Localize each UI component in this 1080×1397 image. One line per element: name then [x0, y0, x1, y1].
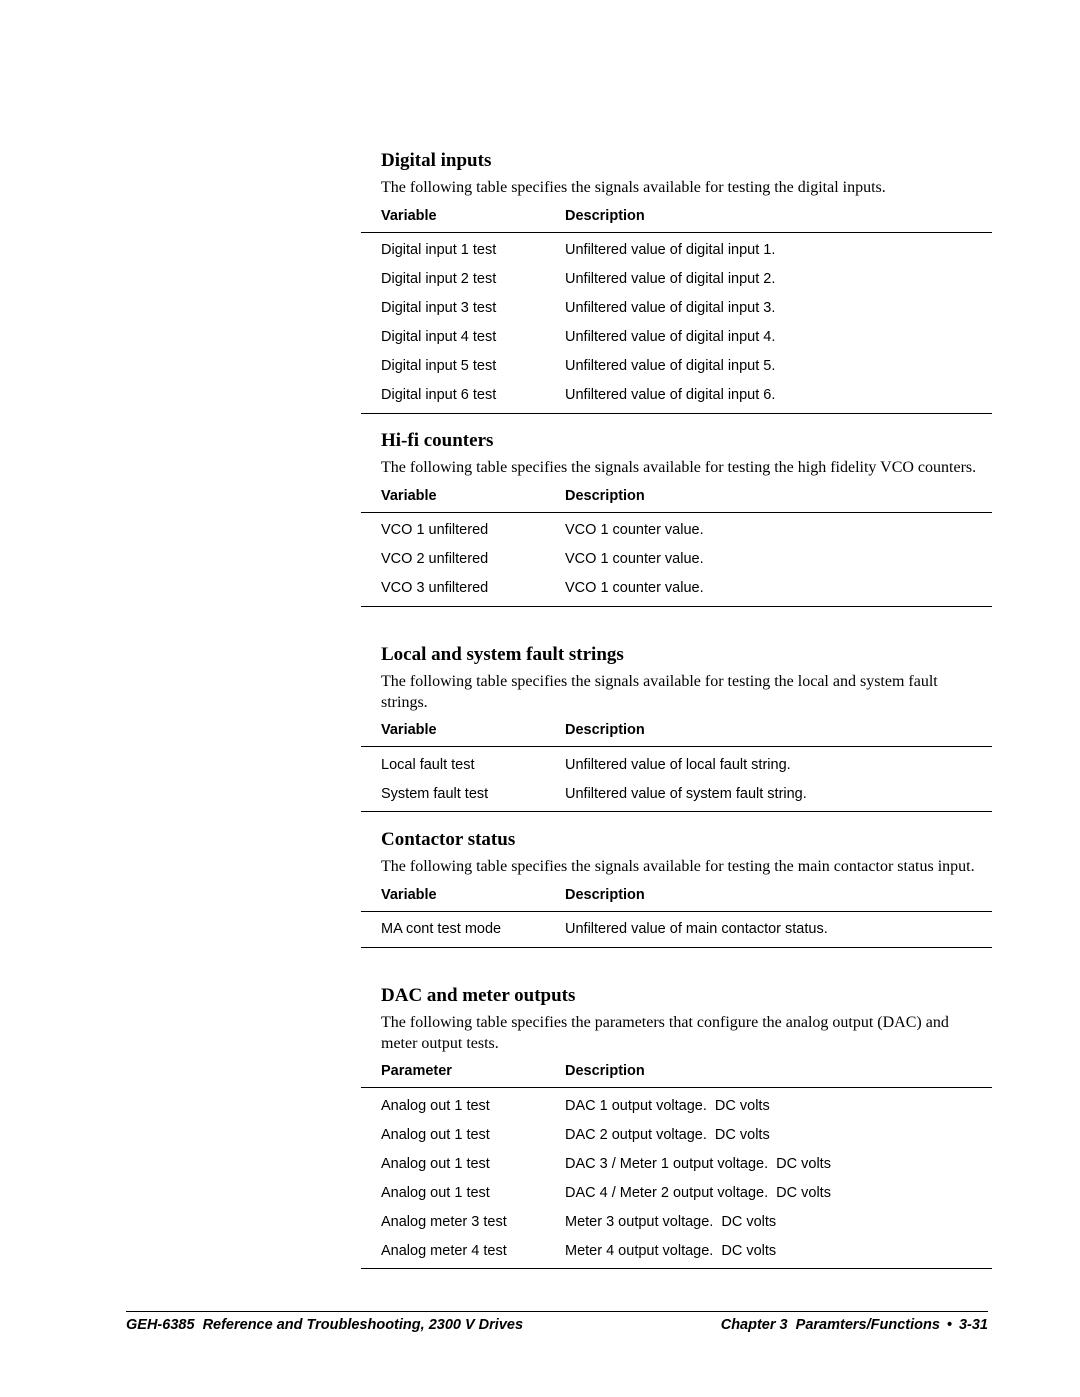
cell-description: Unfiltered value of digital input 4.	[565, 329, 776, 345]
cell-description: Unfiltered value of local fault string.	[565, 756, 791, 773]
cell-description: Meter 4 output voltage. DC volts	[565, 1242, 777, 1259]
table-row	[361, 323, 992, 352]
section-intro: The following table specifies the signals available for testing the local and system fault strings.	[381, 673, 938, 711]
cell-description: Unfiltered value of digital input 6.	[565, 387, 776, 403]
cell-description: Unfiltered value of main contactor status.	[565, 921, 828, 937]
cell-description: DAC 4 / Meter 2 output voltage. DC volts	[565, 1184, 831, 1201]
cell-variable: Digital input 6 test	[381, 387, 497, 403]
section-heading: Local and system fault strings	[381, 644, 624, 665]
cell-variable: System fault test	[381, 785, 489, 802]
cell-description: Unfiltered value of system fault string.	[565, 785, 807, 802]
cell-description: Unfiltered value of digital input 3.	[565, 300, 776, 316]
table-body	[361, 912, 992, 948]
section-heading: Digital inputs	[381, 150, 492, 171]
table-header	[361, 886, 992, 912]
cell-description: VCO 1 counter value.	[565, 522, 704, 538]
table-row	[361, 236, 992, 265]
table-row	[361, 294, 992, 323]
section-intro: The following table specifies the signals available for testing the high fidelity VCO counters.	[381, 459, 977, 476]
column-header-description: Description	[565, 487, 645, 504]
section-heading: Contactor status	[381, 829, 516, 850]
section-hifi-counters	[361, 430, 992, 607]
table-row	[361, 1236, 992, 1265]
column-header-description: Description	[565, 722, 645, 738]
table-row	[361, 915, 992, 944]
parameter-table	[361, 1062, 992, 1269]
table-row	[361, 516, 992, 545]
cell-parameter: Analog meter 4 test	[381, 1242, 507, 1259]
column-header-variable: Variable	[381, 722, 437, 738]
page-footer	[126, 1311, 988, 1334]
cell-description: Meter 3 output voltage. DC volts	[565, 1213, 777, 1230]
section-contactor-status	[361, 829, 992, 948]
table-row	[361, 750, 992, 779]
table-header	[361, 1062, 992, 1088]
table-row	[361, 545, 992, 574]
signal-table	[361, 207, 992, 414]
cell-parameter: Analog out 1 test	[381, 1126, 490, 1143]
cell-variable: Digital input 1 test	[381, 242, 497, 258]
table-row	[361, 265, 992, 294]
cell-variable: Local fault test	[381, 756, 475, 773]
column-header-description: Description	[565, 1063, 645, 1079]
section-intro: The following table specifies the signals available for testing the main contactor status input.	[381, 858, 975, 875]
section-fault-strings	[361, 644, 992, 812]
section-digital-inputs	[361, 150, 992, 414]
signal-table	[361, 886, 992, 948]
cell-parameter: Analog out 1 test	[381, 1184, 490, 1201]
table-row	[361, 1149, 992, 1178]
table-header	[361, 207, 992, 233]
table-row	[361, 381, 992, 410]
footer-page-number: 3-31	[958, 1317, 988, 1333]
table-row	[361, 1207, 992, 1236]
section-intro: The following table specifies the signals available for testing the digital inputs.	[381, 179, 886, 196]
table-row	[361, 352, 992, 381]
cell-variable: Digital input 2 test	[381, 271, 497, 287]
footer-page-info	[721, 1316, 988, 1334]
section-heading: Hi-fi counters	[381, 430, 494, 451]
cell-variable: Digital input 5 test	[381, 358, 497, 374]
table-header	[361, 721, 992, 747]
section-intro: The following table specifies the parameters that configure the analog output (DAC) and meter output tests.	[381, 1014, 949, 1052]
cell-description: DAC 1 output voltage. DC volts	[565, 1097, 770, 1114]
cell-parameter: Analog out 1 test	[381, 1155, 490, 1172]
column-header-parameter: Parameter	[381, 1063, 452, 1079]
cell-variable: VCO 2 unfiltered	[381, 551, 489, 567]
table-row	[361, 779, 992, 808]
column-header-variable: Variable	[381, 487, 437, 504]
table-body	[361, 233, 992, 414]
cell-variable: VCO 1 unfiltered	[381, 522, 489, 538]
cell-description: DAC 2 output voltage. DC volts	[565, 1126, 770, 1143]
footer-bullet: •	[946, 1317, 952, 1333]
table-row	[361, 1091, 992, 1120]
table-row	[361, 1178, 992, 1207]
footer-chapter: Chapter 3 Paramters/Functions	[720, 1317, 940, 1333]
table-body	[361, 747, 992, 812]
cell-variable: MA cont test mode	[381, 921, 502, 937]
table-body	[361, 513, 992, 607]
column-header-description: Description	[565, 886, 645, 903]
section-heading: DAC and meter outputs	[381, 985, 576, 1006]
cell-description: Unfiltered value of digital input 5.	[565, 358, 776, 374]
cell-parameter: Analog meter 3 test	[381, 1213, 507, 1230]
column-header-variable: Variable	[381, 886, 437, 903]
cell-description: DAC 3 / Meter 1 output voltage. DC volts	[565, 1155, 831, 1172]
cell-variable: Digital input 3 test	[381, 300, 497, 316]
column-header-variable: Variable	[381, 207, 437, 224]
table-row	[361, 574, 992, 603]
cell-variable: Digital input 4 test	[381, 329, 497, 345]
signal-table	[361, 487, 992, 607]
cell-variable: VCO 3 unfiltered	[381, 580, 489, 596]
footer-document-title: GEH-6385 Reference and Troubleshooting, 2300 V Drives	[126, 1317, 524, 1333]
cell-description: Unfiltered value of digital input 1.	[565, 242, 776, 258]
cell-description: Unfiltered value of digital input 2.	[565, 271, 776, 287]
column-header-description: Description	[565, 207, 645, 224]
cell-description: VCO 1 counter value.	[565, 551, 704, 567]
cell-description: VCO 1 counter value.	[565, 580, 704, 596]
cell-parameter: Analog out 1 test	[381, 1097, 490, 1114]
table-row	[361, 1120, 992, 1149]
signal-table	[361, 721, 992, 812]
table-body	[361, 1088, 992, 1269]
table-header	[361, 487, 992, 513]
section-dac-meter-outputs	[361, 985, 992, 1269]
